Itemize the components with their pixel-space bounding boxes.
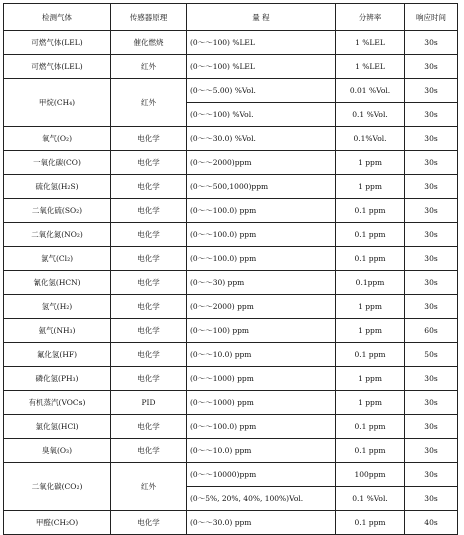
range-cell: (0～5%, 20%, 40%, 100%)Vol. bbox=[187, 487, 336, 511]
table-row bbox=[4, 439, 458, 463]
gas-cell: 硫化氢(H₂S) bbox=[4, 175, 111, 199]
principle-cell: PID bbox=[111, 391, 187, 415]
principle-cell: 电化学 bbox=[111, 343, 187, 367]
range-cell: (0～～100) %LEL bbox=[187, 55, 336, 79]
response-cell: 60s bbox=[405, 319, 458, 343]
response-cell: 30s bbox=[405, 31, 458, 55]
response-cell: 30s bbox=[405, 415, 458, 439]
resolution-cell: 1 ppm bbox=[336, 175, 405, 199]
resolution-cell: 1 ppm bbox=[336, 391, 405, 415]
range-cell: (0～～100.0) ppm bbox=[187, 223, 336, 247]
response-cell: 50s bbox=[405, 343, 458, 367]
principle-cell: 电化学 bbox=[111, 271, 187, 295]
header-response: 响应时间 bbox=[405, 4, 458, 31]
gas-cell: 甲醛(CH₂O) bbox=[4, 511, 111, 535]
response-cell: 30s bbox=[405, 103, 458, 127]
resolution-cell: 0.01 %Vol. bbox=[336, 79, 405, 103]
table-row bbox=[4, 223, 458, 247]
response-cell: 30s bbox=[405, 487, 458, 511]
resolution-cell: 0.1 %Vol. bbox=[336, 487, 405, 511]
principle-cell: 电化学 bbox=[111, 511, 187, 535]
gas-cell: 可燃气体(LEL) bbox=[4, 31, 111, 55]
gas-cell: 臭氧(O₃) bbox=[4, 439, 111, 463]
range-cell: (0～～30) ppm bbox=[187, 271, 336, 295]
resolution-cell: 0.1 ppm bbox=[336, 199, 405, 223]
principle-cell: 电化学 bbox=[111, 439, 187, 463]
resolution-cell: 0.1 ppm bbox=[336, 247, 405, 271]
resolution-cell: 0.1 ppm bbox=[336, 343, 405, 367]
gas-cell: 氟化氢(HF) bbox=[4, 343, 111, 367]
gas-cell: 可燃气体(LEL) bbox=[4, 55, 111, 79]
table-row bbox=[4, 319, 458, 343]
response-cell: 30s bbox=[405, 439, 458, 463]
response-cell: 30s bbox=[405, 391, 458, 415]
gas-cell: 一氧化碳(CO) bbox=[4, 151, 111, 175]
gas-cell: 氢气(H₂) bbox=[4, 295, 111, 319]
range-cell: (0～～30.0) %Vol. bbox=[187, 127, 336, 151]
range-cell: (0～～100.0) ppm bbox=[187, 199, 336, 223]
response-cell: 30s bbox=[405, 151, 458, 175]
response-cell: 30s bbox=[405, 463, 458, 487]
principle-cell: 电化学 bbox=[111, 151, 187, 175]
principle-cell: 电化学 bbox=[111, 367, 187, 391]
range-cell: (0～～100) %Vol. bbox=[187, 103, 336, 127]
gas-cell: 氯气(Cl₂) bbox=[4, 247, 111, 271]
table-row bbox=[4, 415, 458, 439]
resolution-cell: 0.1 ppm bbox=[336, 415, 405, 439]
range-cell: (0～～10.0) ppm bbox=[187, 439, 336, 463]
range-cell: (0～～10000)ppm bbox=[187, 463, 336, 487]
resolution-cell: 1 ppm bbox=[336, 151, 405, 175]
table-row bbox=[4, 127, 458, 151]
principle-cell: 红外 bbox=[111, 55, 187, 79]
table-row bbox=[4, 31, 458, 55]
header-resolution: 分辨率 bbox=[336, 4, 405, 31]
principle-cell: 电化学 bbox=[111, 319, 187, 343]
gas-cell: 磷化氢(PH₃) bbox=[4, 367, 111, 391]
gas-cell: 氨气(NH₃) bbox=[4, 319, 111, 343]
gas-cell: 氧气(O₂) bbox=[4, 127, 111, 151]
resolution-cell: 0.1 ppm bbox=[336, 223, 405, 247]
gas-cell: 二氧化硫(SO₂) bbox=[4, 199, 111, 223]
range-cell: (0～～100.0) ppm bbox=[187, 247, 336, 271]
resolution-cell: 1 ppm bbox=[336, 319, 405, 343]
gas-cell: 氯化氢(HCl) bbox=[4, 415, 111, 439]
header-gas: 检测气体 bbox=[4, 4, 111, 31]
principle-cell: 电化学 bbox=[111, 223, 187, 247]
table-row bbox=[4, 199, 458, 223]
resolution-cell: 0.1 ppm bbox=[336, 511, 405, 535]
principle-cell: 电化学 bbox=[111, 295, 187, 319]
principle-cell: 电化学 bbox=[111, 415, 187, 439]
response-cell: 40s bbox=[405, 511, 458, 535]
gas-cell: 氰化氢(HCN) bbox=[4, 271, 111, 295]
table-row bbox=[4, 391, 458, 415]
response-cell: 30s bbox=[405, 175, 458, 199]
resolution-cell: 0.1 %Vol. bbox=[336, 103, 405, 127]
principle-cell: 红外 bbox=[111, 79, 187, 127]
table-row bbox=[4, 175, 458, 199]
table-row bbox=[4, 151, 458, 175]
gas-cell: 有机蒸汽(VOCs) bbox=[4, 391, 111, 415]
resolution-cell: 0.1 ppm bbox=[336, 439, 405, 463]
gas-detector-spec-table bbox=[3, 3, 458, 535]
response-cell: 30s bbox=[405, 271, 458, 295]
header-row bbox=[4, 4, 458, 31]
resolution-cell: 1 ppm bbox=[336, 367, 405, 391]
range-cell: (0～～30.0) ppm bbox=[187, 511, 336, 535]
table-row bbox=[4, 55, 458, 79]
table-row bbox=[4, 271, 458, 295]
principle-cell: 电化学 bbox=[111, 247, 187, 271]
gas-cell: 甲烷(CH₄) bbox=[4, 79, 111, 127]
table-row bbox=[4, 79, 458, 103]
principle-cell: 催化燃烧 bbox=[111, 31, 187, 55]
response-cell: 30s bbox=[405, 247, 458, 271]
response-cell: 30s bbox=[405, 127, 458, 151]
range-cell: (0～～1000) ppm bbox=[187, 367, 336, 391]
response-cell: 30s bbox=[405, 295, 458, 319]
range-cell: (0～～100) %LEL bbox=[187, 31, 336, 55]
range-cell: (0～～100) ppm bbox=[187, 319, 336, 343]
resolution-cell: 1 %LEL bbox=[336, 55, 405, 79]
response-cell: 30s bbox=[405, 223, 458, 247]
table-row bbox=[4, 463, 458, 487]
table-row bbox=[4, 295, 458, 319]
range-cell: (0～～1000) ppm bbox=[187, 391, 336, 415]
range-cell: (0～～10.0) ppm bbox=[187, 343, 336, 367]
response-cell: 30s bbox=[405, 199, 458, 223]
range-cell: (0～～2000)ppm bbox=[187, 151, 336, 175]
table-row bbox=[4, 367, 458, 391]
range-cell: (0～～2000) ppm bbox=[187, 295, 336, 319]
response-cell: 30s bbox=[405, 79, 458, 103]
range-cell: (0～～5.00) %Vol. bbox=[187, 79, 336, 103]
header-range: 量 程 bbox=[187, 4, 336, 31]
resolution-cell: 0.1ppm bbox=[336, 271, 405, 295]
principle-cell: 电化学 bbox=[111, 199, 187, 223]
resolution-cell: 1 %LEL bbox=[336, 31, 405, 55]
principle-cell: 电化学 bbox=[111, 127, 187, 151]
header-principle: 传感器原理 bbox=[111, 4, 187, 31]
table-row bbox=[4, 343, 458, 367]
table-row bbox=[4, 247, 458, 271]
gas-cell: 二氧化碳(CO₂) bbox=[4, 463, 111, 511]
response-cell: 30s bbox=[405, 55, 458, 79]
resolution-cell: 1 ppm bbox=[336, 295, 405, 319]
range-cell: (0～～500,1000)ppm bbox=[187, 175, 336, 199]
range-cell: (0～～100.0) ppm bbox=[187, 415, 336, 439]
resolution-cell: 100ppm bbox=[336, 463, 405, 487]
gas-cell: 二氧化氮(NO₂) bbox=[4, 223, 111, 247]
response-cell: 30s bbox=[405, 367, 458, 391]
resolution-cell: 0.1%Vol. bbox=[336, 127, 405, 151]
principle-cell: 电化学 bbox=[111, 175, 187, 199]
principle-cell: 红外 bbox=[111, 463, 187, 511]
table-row bbox=[4, 511, 458, 535]
